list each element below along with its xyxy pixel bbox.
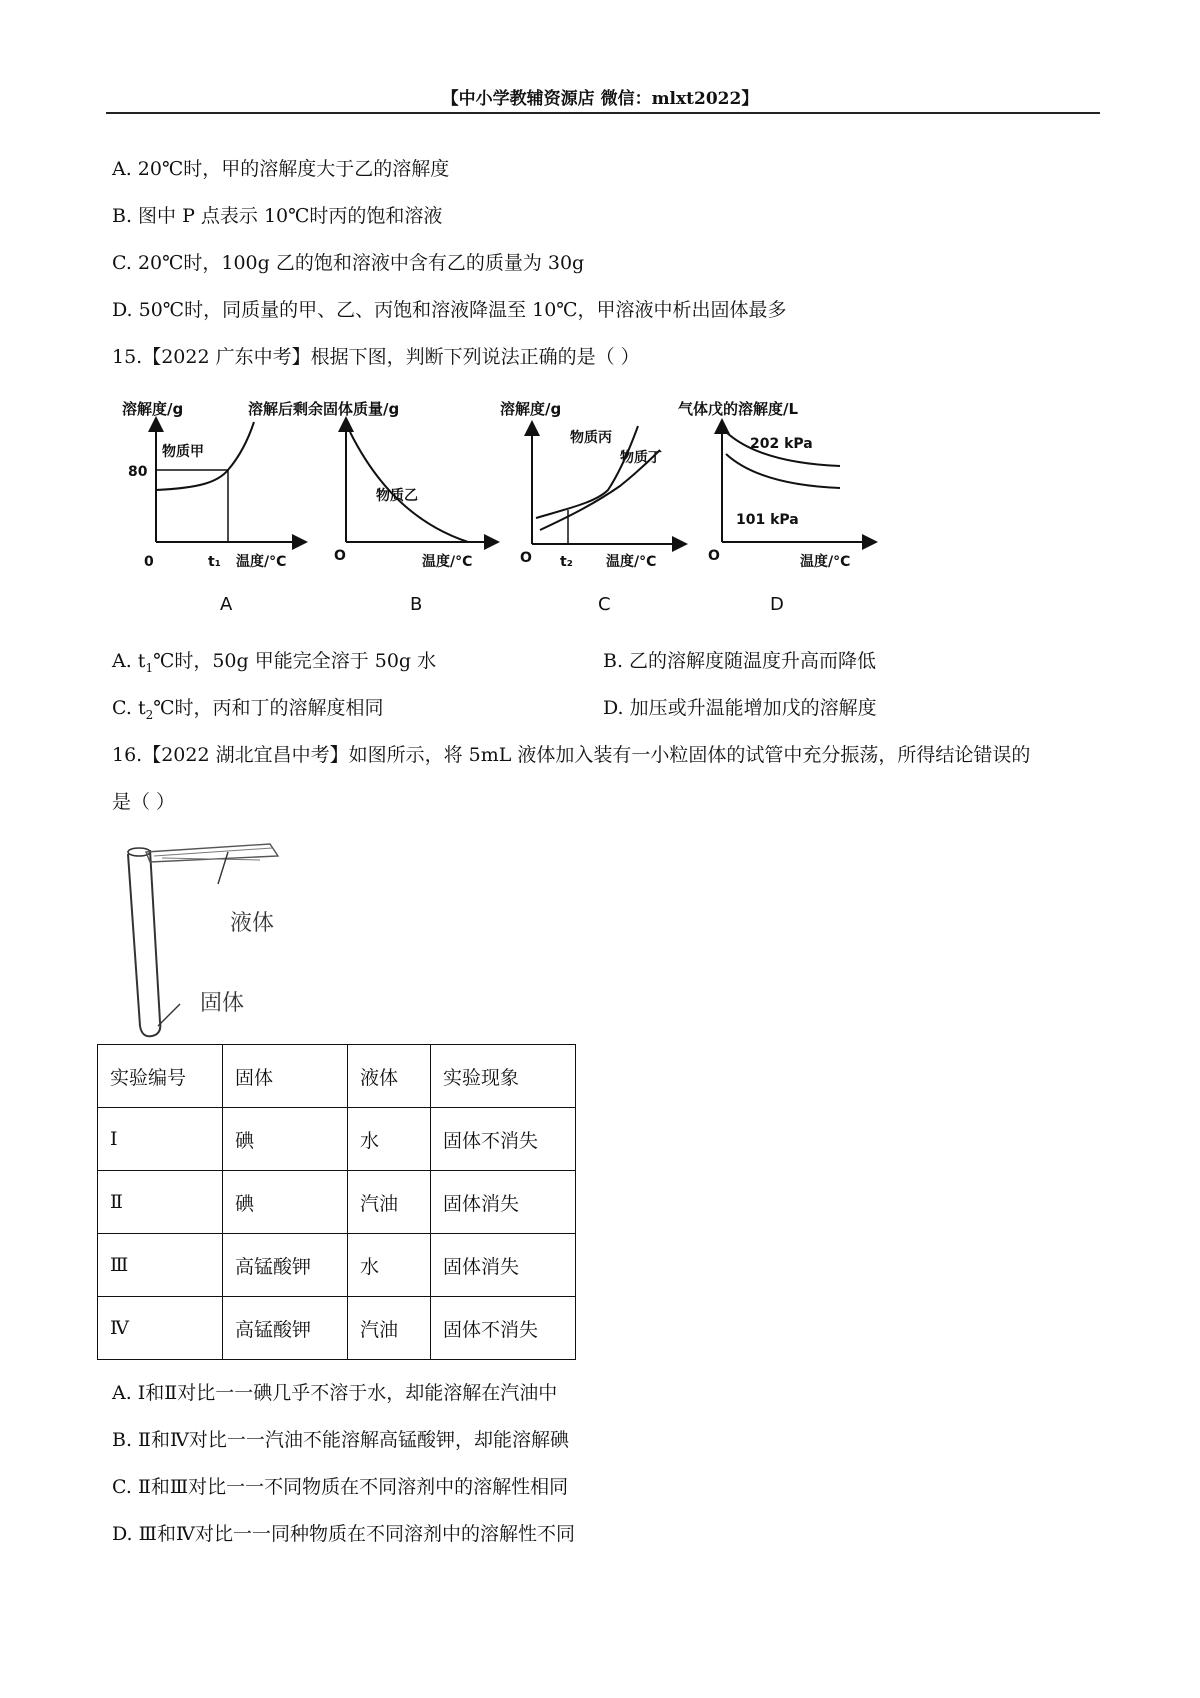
q16-option-b: B. Ⅱ和Ⅳ对比一一汽油不能溶解高锰酸钾，却能溶解碘	[112, 1429, 569, 1451]
q15-option-a	[112, 648, 436, 681]
figure-label-liquid: 液体	[230, 911, 275, 936]
graph-d-caption: D	[770, 594, 784, 615]
table-cell: 汽油	[348, 1297, 431, 1360]
table-row	[98, 1234, 576, 1297]
graph-d-curve2-label: 101 kPa	[736, 512, 799, 528]
q16-experiment-table	[97, 1044, 576, 1360]
table-header-cell: 实验现象	[431, 1045, 576, 1108]
graph-d-origin: O	[708, 548, 720, 564]
q15-option-a-sub: 1	[145, 660, 154, 675]
graph-b-curve	[350, 432, 468, 542]
table-cell: 固体消失	[431, 1171, 576, 1234]
table-cell: 汽油	[348, 1171, 431, 1234]
figure-label-solid: 固体	[200, 991, 245, 1016]
q16-stem-line2: 是（ ）	[112, 791, 176, 813]
table-header-row	[98, 1045, 576, 1108]
graph-c-caption: C	[598, 594, 611, 615]
graph-a	[122, 400, 300, 615]
graph-a-xlabel: 温度/°C	[236, 554, 287, 570]
graph-b-caption: B	[410, 594, 423, 615]
q16-stem-line1: 16.【2022 湖北宜昌中考】如图所示，将 5mL 液体加入装有一小粒固体的试管中充分振荡，所得结论错误的	[112, 744, 1031, 766]
graph-c-xtick: t₂	[560, 554, 573, 570]
q15-option-c-post: ℃时，丙和丁的溶解度相同	[153, 697, 384, 719]
q15-option-a-post: ℃时，50g 甲能完全溶于 50g 水	[153, 650, 437, 672]
graph-c-curve2-label: 物质丁	[620, 450, 662, 466]
header-rule	[106, 112, 1100, 114]
graph-a-ytick: 80	[128, 464, 148, 480]
graph-a-curve-label: 物质甲	[162, 444, 204, 460]
table-cell: 固体不消失	[431, 1108, 576, 1171]
q14-option-a: A. 20℃时，甲的溶解度大于乙的溶解度	[112, 158, 450, 180]
table-row	[98, 1297, 576, 1360]
graph-a-xtick: t₁	[208, 554, 221, 570]
graph-d-xlabel: 温度/°C	[800, 554, 851, 570]
graph-c-origin: O	[520, 550, 532, 566]
graph-c-xlabel: 温度/°C	[606, 554, 657, 570]
graph-c-ylabel: 溶解度/g	[500, 400, 562, 418]
graph-a-ylabel: 溶解度/g	[122, 400, 184, 418]
page-header: 【中小学教辅资源店 微信：mlxt2022】	[441, 89, 759, 109]
graph-c	[500, 400, 680, 615]
graph-b-xlabel: 温度/°C	[422, 554, 473, 570]
table-cell: 固体不消失	[431, 1297, 576, 1360]
q16-test-tube-figure	[110, 830, 430, 1040]
graph-d-ylabel: 气体戊的溶解度/L	[678, 400, 799, 418]
table-cell: 水	[348, 1234, 431, 1297]
graph-b-origin: O	[334, 548, 346, 564]
q15-option-c-sub: 2	[145, 707, 154, 722]
q16-option-c: C. Ⅱ和Ⅲ对比一一不同物质在不同溶剂中的溶解性相同	[112, 1476, 569, 1498]
graph-d	[678, 400, 870, 615]
table-cell: Ⅳ	[98, 1297, 223, 1360]
q16-option-a: A. Ⅰ和Ⅱ对比一一碘几乎不溶于水，却能溶解在汽油中	[112, 1382, 558, 1404]
liquid-pointer	[218, 852, 228, 884]
table-cell: 高锰酸钾	[223, 1297, 348, 1360]
q14-option-c: C. 20℃时，100g 乙的饱和溶液中含有乙的质量为 30g	[112, 252, 585, 274]
q15-option-d: D. 加压或升温能增加戊的溶解度	[603, 697, 877, 719]
q16-option-d: D. Ⅲ和Ⅳ对比一一同种物质在不同溶剂中的溶解性不同	[112, 1523, 575, 1545]
table-row	[98, 1108, 576, 1171]
table-cell: 碘	[223, 1171, 348, 1234]
graph-b	[248, 400, 492, 615]
q15-option-b: B. 乙的溶解度随温度升高而降低	[603, 650, 877, 672]
q15-option-c	[112, 695, 383, 728]
q15-graphs-figure	[100, 392, 900, 622]
graph-c-curve1-label: 物质丙	[570, 430, 612, 446]
table-cell: 水	[348, 1108, 431, 1171]
q15-option-c-pre: C. t	[112, 697, 146, 719]
q15-stem: 15.【2022 广东中考】根据下图，判断下列说法正确的是（ ）	[112, 346, 640, 368]
table-cell: 高锰酸钾	[223, 1234, 348, 1297]
table-header-cell: 实验编号	[98, 1045, 223, 1108]
solid-pointer	[158, 1004, 180, 1026]
table-row	[98, 1171, 576, 1234]
table-cell: Ⅱ	[98, 1171, 223, 1234]
graph-a-caption: A	[220, 594, 233, 615]
q15-option-a-pre: A. t	[112, 650, 146, 672]
graph-b-ylabel: 溶解后剩余固体质量/g	[248, 400, 400, 418]
table-cell: Ⅲ	[98, 1234, 223, 1297]
table-header-cell: 液体	[348, 1045, 431, 1108]
table-cell: 碘	[223, 1108, 348, 1171]
table-cell: Ⅰ	[98, 1108, 223, 1171]
graph-b-curve-label: 物质乙	[376, 488, 418, 504]
graph-a-origin: 0	[144, 554, 154, 570]
table-cell: 固体消失	[431, 1234, 576, 1297]
graph-d-curve1-label: 202 kPa	[750, 436, 813, 452]
q14-option-d: D. 50℃时，同质量的甲、乙、丙饱和溶液降温至 10℃，甲溶液中析出固体最多	[112, 299, 787, 321]
test-tube	[128, 850, 160, 1036]
table-header-cell: 固体	[223, 1045, 348, 1108]
q14-option-b: B. 图中 P 点表示 10℃时丙的饱和溶液	[112, 205, 443, 227]
